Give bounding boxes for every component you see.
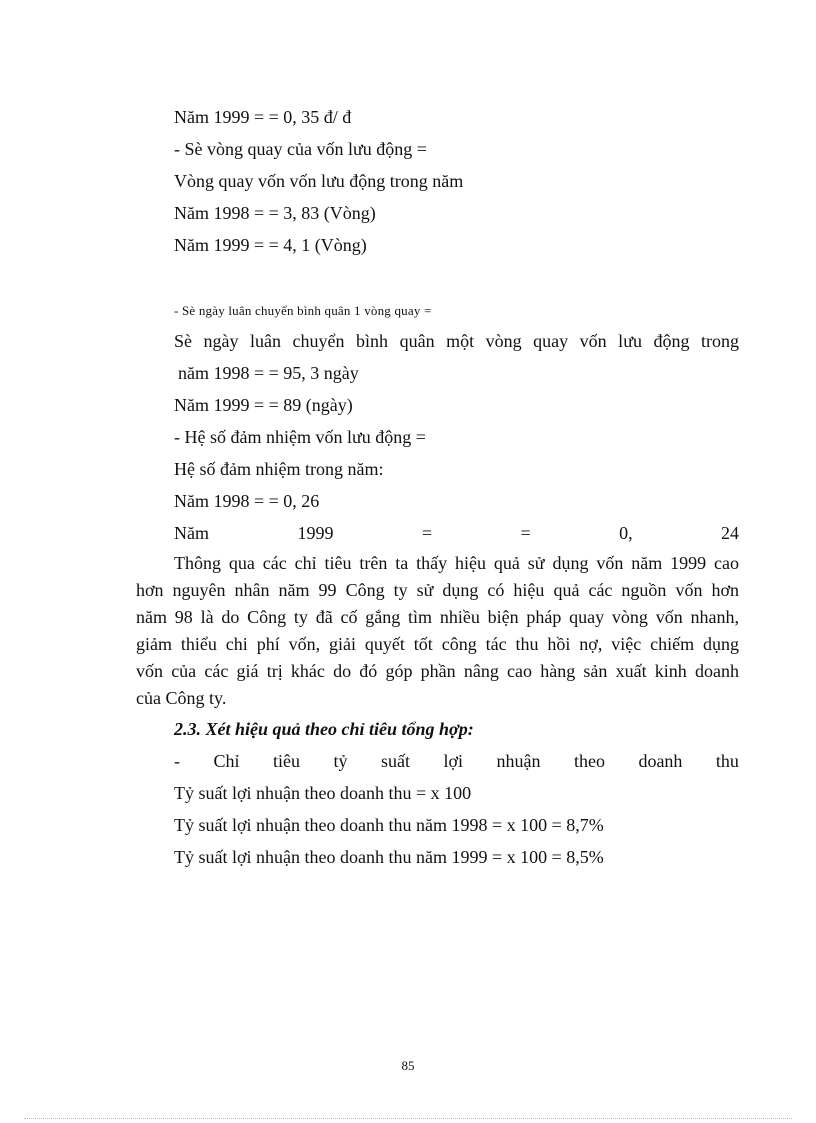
text-line: - Hệ số đảm nhiệm vốn lưu động = bbox=[174, 427, 426, 447]
text-line: Năm 1999 = = 89 (ngày) bbox=[174, 395, 353, 415]
text-line-justified bbox=[174, 330, 739, 352]
text-line: năm 1998 = = 95, 3 ngày bbox=[178, 363, 359, 383]
justified-text: Sè ngày luân chuyển bình quân một vòng quay vốn lưu động trong bbox=[174, 331, 739, 351]
text-line: Tỷ suất lợi nhuận theo doanh thu năm 1999 = x 100 = 8,5% bbox=[174, 847, 604, 867]
paragraph-line: năm 98 là do Công ty đã cố gắng tìm nhiều biện pháp quay vòng vốn nhanh, bbox=[136, 607, 739, 627]
spread-line-1999 bbox=[174, 522, 739, 544]
word: 24 bbox=[721, 523, 739, 543]
word: suất bbox=[380, 751, 410, 771]
text-line: Năm 1998 = = 3, 83 (Vòng) bbox=[174, 203, 376, 223]
text-line: - Sè vòng quay của vốn lưu động = bbox=[174, 139, 427, 159]
paragraph-line: của Công ty. bbox=[136, 688, 227, 708]
word: = bbox=[520, 523, 531, 543]
spread-line-indicator bbox=[174, 750, 739, 772]
word: Năm bbox=[174, 523, 209, 543]
word: tiêu bbox=[272, 751, 300, 771]
paragraph-line: vốn của các giá trị khác do đó góp phần nâng cao hàng sản xuất kinh doanh bbox=[136, 661, 739, 681]
word: tỷ bbox=[333, 751, 348, 771]
text-line-small: - Sè ngày luân chuyển bình quân 1 vòng quay = bbox=[174, 303, 432, 318]
text-line: Tỷ suất lợi nhuận theo doanh thu năm 1998 = x 100 = 8,7% bbox=[174, 815, 604, 835]
word: theo bbox=[573, 751, 605, 771]
word: 1999 bbox=[297, 523, 334, 543]
footer-divider bbox=[24, 1118, 792, 1119]
word: - bbox=[174, 751, 180, 771]
word: = bbox=[421, 523, 433, 543]
text-line: Tỷ suất lợi nhuận theo doanh thu = x 100 bbox=[174, 783, 472, 803]
word: Chỉ bbox=[213, 751, 240, 771]
section-heading: 2.3. Xét hiệu quả theo chỉ tiêu tổng hợp: bbox=[174, 719, 474, 739]
paragraph-line: giảm thiểu chi phí vốn, giải quyết tốt công tác thu hồi nợ, việc chiếm dụng bbox=[136, 634, 739, 654]
page-number: 85 bbox=[401, 1058, 415, 1073]
text-line: Năm 1998 = = 0, 26 bbox=[174, 491, 320, 511]
word: lợi bbox=[443, 751, 463, 771]
text-line: Hệ số đảm nhiệm trong năm: bbox=[174, 459, 384, 479]
text-line: Vòng quay vốn vốn lưu động trong năm bbox=[174, 171, 464, 191]
paragraph-line: hơn nguyên nhân năm 99 Công ty sử dụng có hiệu quả các nguồn vốn hơn bbox=[136, 580, 739, 600]
word: nhuận bbox=[496, 751, 541, 771]
text-line: Năm 1999 = = 0, 35 đ/ đ bbox=[174, 107, 352, 127]
word: doanh bbox=[638, 751, 683, 771]
word: 0, bbox=[619, 523, 633, 543]
text-line: Năm 1999 = = 4, 1 (Vòng) bbox=[174, 235, 367, 255]
word: thu bbox=[715, 751, 739, 771]
paragraph-line: Thông qua các chỉ tiêu trên ta thấy hiệu quả sử dụng vốn năm 1999 cao bbox=[174, 553, 739, 573]
